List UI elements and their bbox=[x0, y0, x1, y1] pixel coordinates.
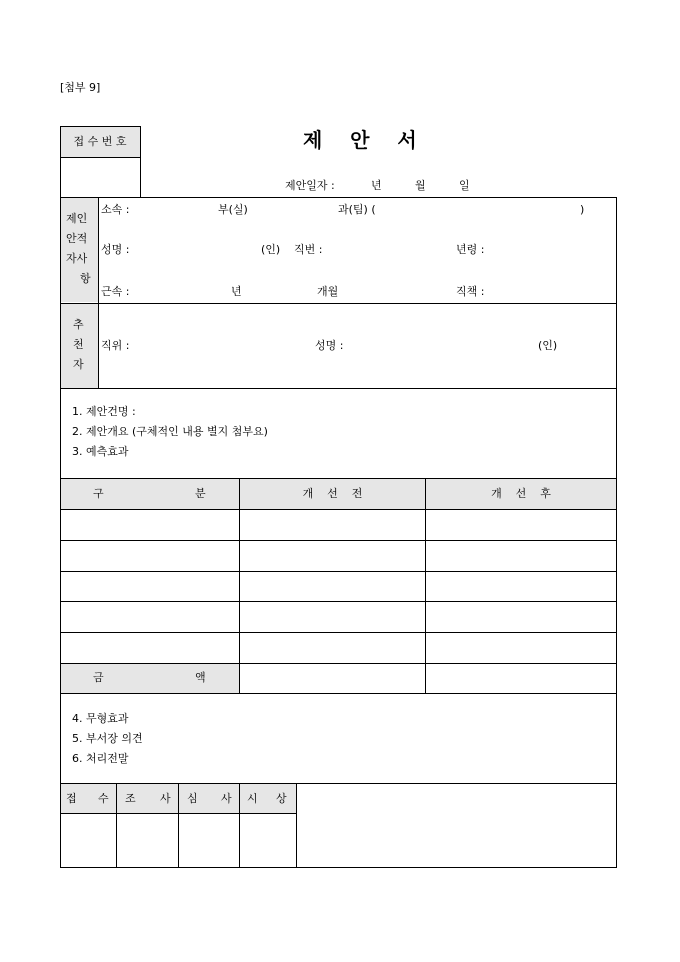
proposal-date-label: 제안일자 : bbox=[285, 179, 335, 192]
document-title: 제 안 서 bbox=[303, 128, 417, 152]
attachment-label: [첨부 9] bbox=[60, 81, 101, 94]
service-months: 개월 bbox=[317, 285, 339, 298]
proposal-date-month: 월 bbox=[415, 179, 426, 192]
proposer-name-label: 성명 : bbox=[101, 243, 130, 256]
proposal-date-year: 년 bbox=[371, 179, 382, 192]
service-label: 근속 : bbox=[101, 285, 130, 298]
service-years: 년 bbox=[231, 285, 242, 298]
team-label: 과(팀) ( bbox=[338, 203, 376, 216]
table-header-before: 개 선 전 bbox=[302, 487, 363, 500]
recommender-name-label: 성명 : bbox=[315, 339, 344, 352]
receipt-no-label: 접 수 번 호 bbox=[73, 135, 127, 148]
affiliation-label: 소속 : bbox=[101, 203, 130, 216]
recommender-seal: (인) bbox=[538, 339, 558, 352]
recommender-rank-label: 직위 : bbox=[101, 339, 130, 352]
emp-no-label: 직번 : bbox=[294, 243, 323, 256]
age-label: 년령 : bbox=[456, 243, 485, 256]
table-header-after: 개 선 후 bbox=[491, 487, 551, 500]
proposal-date-day: 일 bbox=[459, 179, 470, 192]
proposer-seal: (인) bbox=[261, 243, 281, 256]
dept-label: 부(실) bbox=[218, 203, 248, 216]
team-close: ) bbox=[580, 203, 585, 216]
position-label: 직책 : bbox=[456, 285, 485, 298]
